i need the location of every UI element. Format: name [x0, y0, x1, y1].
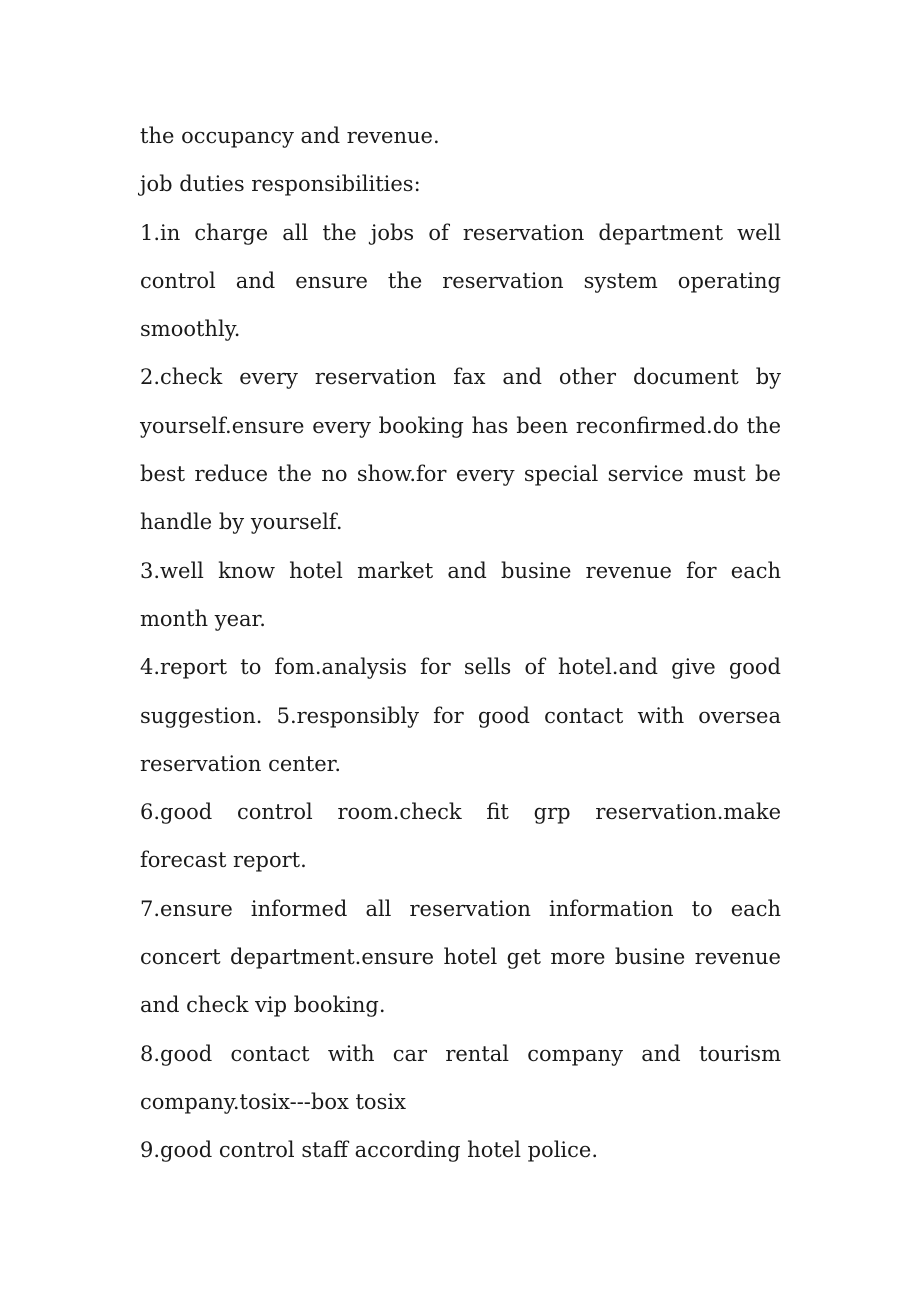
- paragraph-duty-9: 9.good control staff according hotel police.: [140, 1138, 598, 1163]
- paragraph-duty-2: 2.check every reservation fax and other document by yourself.ensure every booking has been reconfirmed.do the best reduce the no show.for every special service must be handle by yourself.: [140, 365, 781, 535]
- paragraph-duty-4-5: 4.report to fom.analysis for sells of hotel.and give good suggestion. 5.responsibly for good contact with oversea reservation center.: [140, 655, 781, 776]
- paragraph-duty-8: 8.good contact with car rental company and tourism company.tosix---box tosix: [140, 1041, 781, 1114]
- paragraph-duty-7: 7.ensure informed all reservation information to each concert department.ensure hotel get more busine revenue and check vip booking.: [140, 896, 781, 1018]
- paragraph-duty-6: 6.good control room.check fit grp reservation.make forecast report.: [140, 800, 781, 873]
- paragraph-duty-1: 1.in charge all the jobs of reservation department well control and ensure the reservation system operating smoothly.: [140, 220, 781, 342]
- paragraph-duty-3: 3.well know hotel market and busine revenue for each month year.: [140, 558, 781, 631]
- paragraph-duties-heading: job duties responsibilities:: [140, 172, 421, 197]
- paragraph-occupancy: the occupancy and revenue.: [140, 124, 440, 148]
- document-body: [140, 112, 781, 1175]
